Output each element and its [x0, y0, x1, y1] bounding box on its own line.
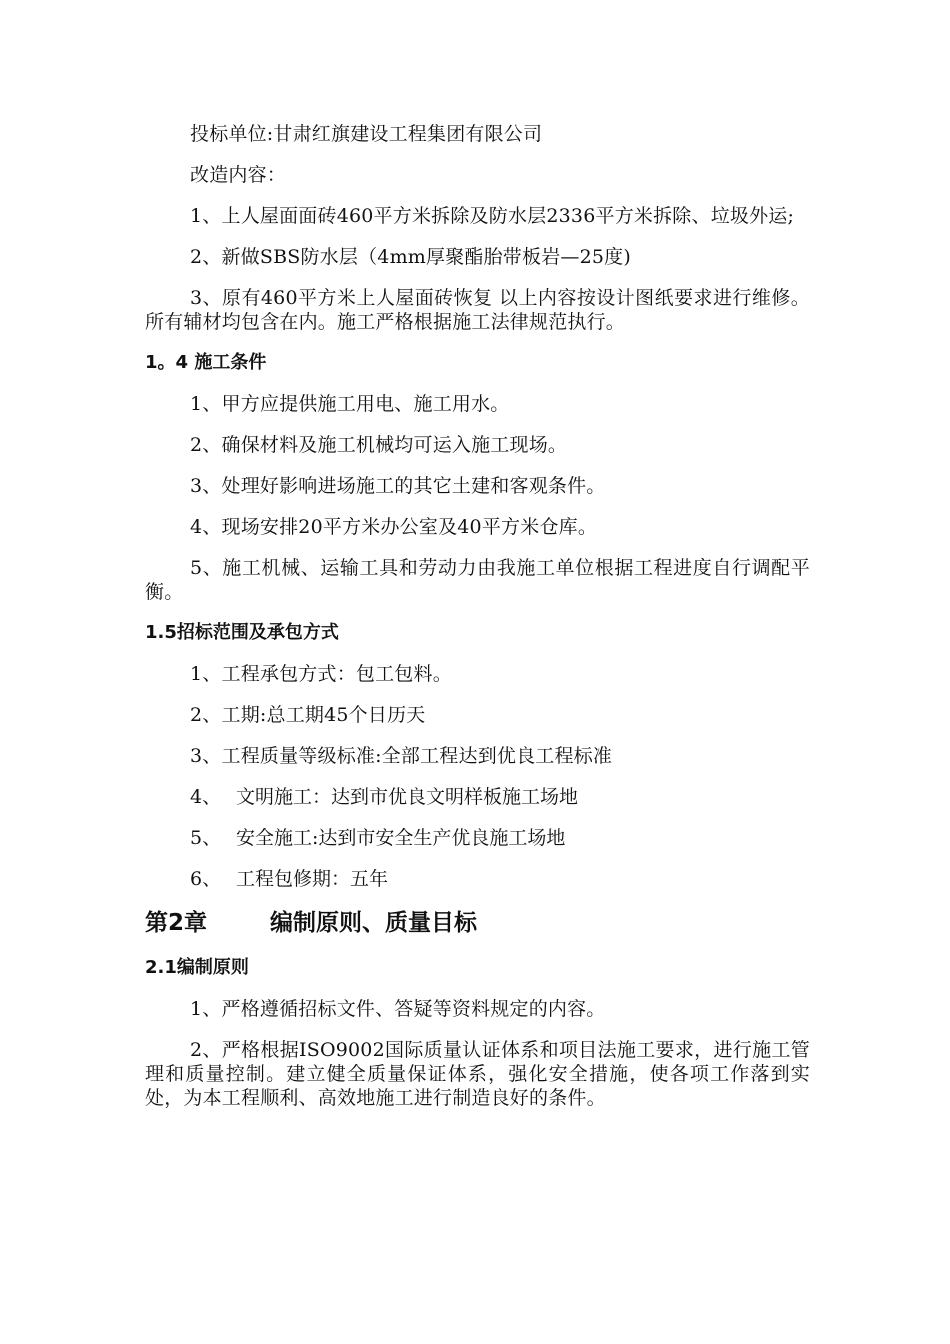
condition-item: 5、施工机械、运输工具和劳动力由我施工单位根据工程进度自行调配平衡。: [145, 557, 810, 603]
scope-item-num: 3、: [190, 745, 222, 767]
condition-item: 2、确保材料及施工机械均可运入施工现场。: [190, 434, 568, 456]
section-1-5-title: 1.5招标范围及承包方式: [145, 622, 339, 643]
chapter-2-heading: [145, 908, 810, 938]
condition-item: 4、现场安排20平方米办公室及40平方米仓库。: [190, 516, 598, 538]
scope-item-text: 工程包修期：五年: [236, 868, 389, 890]
scope-item-num: 4、: [190, 786, 222, 808]
chapter-title: 编制原则、质量目标: [270, 910, 477, 936]
scope-item-num: 2、: [190, 704, 222, 726]
scope-item-text: 安全施工:达到市安全生产优良施工场地: [236, 827, 566, 849]
scope-item-num: 1、: [190, 663, 222, 685]
document-page: [145, 122, 810, 1127]
scope-item: [145, 785, 810, 809]
scope-item-text: 文明施工：达到市优良文明样板施工场地: [236, 786, 579, 808]
renovation-item: 1、上人屋面面砖460平方米拆除及防水层2336平方米拆除、垃圾外运;: [190, 205, 795, 227]
chapter-number: 第2章: [145, 910, 208, 936]
scope-item-text: 工程承包方式：包工包料。: [221, 663, 452, 685]
scope-item: [145, 867, 810, 891]
principle-item: 2、严格根据ISO9002国际质量认证体系和项目法施工要求，进行施工管理和质量控制。建立健全质量保证体系，强化安全措施，使各项工作落到实处，为本工程顺利、高效地施工进行制造良好的条件。: [145, 1039, 810, 1109]
scope-item-text: 工期:总工期45个日历天: [221, 704, 426, 726]
principle-item: 1、严格遵循招标文件、答疑等资料规定的内容。: [190, 998, 606, 1020]
scope-item: [145, 662, 810, 686]
section-1-4-title: 1。4 施工条件: [145, 352, 267, 373]
section-2-1-title: 2.1编制原则: [145, 957, 249, 978]
scope-item: [145, 744, 810, 768]
scope-item: [145, 703, 810, 727]
bidder-line: 投标单位:甘肃红旗建设工程集团有限公司: [190, 123, 543, 145]
scope-item-text: 工程质量等级标准:全部工程达到优良工程标准: [221, 745, 613, 767]
renovation-heading: 改造内容：: [190, 164, 287, 186]
condition-item: 3、处理好影响进场施工的其它土建和客观条件。: [190, 475, 606, 497]
renovation-item: 3、原有460平方米上人屋面砖恢复 以上内容按设计图纸要求进行维修。所有辅材均包含在内。施工严格根据施工法律规范执行。: [145, 287, 810, 333]
scope-item: [145, 826, 810, 850]
scope-item-num: 5、: [190, 827, 222, 849]
condition-item: 1、甲方应提供施工用电、施工用水。: [190, 393, 510, 415]
renovation-item: 2、新做SBS防水层（4mm厚聚酯胎带板岩—25度): [190, 246, 631, 268]
scope-item-num: 6、: [190, 868, 222, 890]
